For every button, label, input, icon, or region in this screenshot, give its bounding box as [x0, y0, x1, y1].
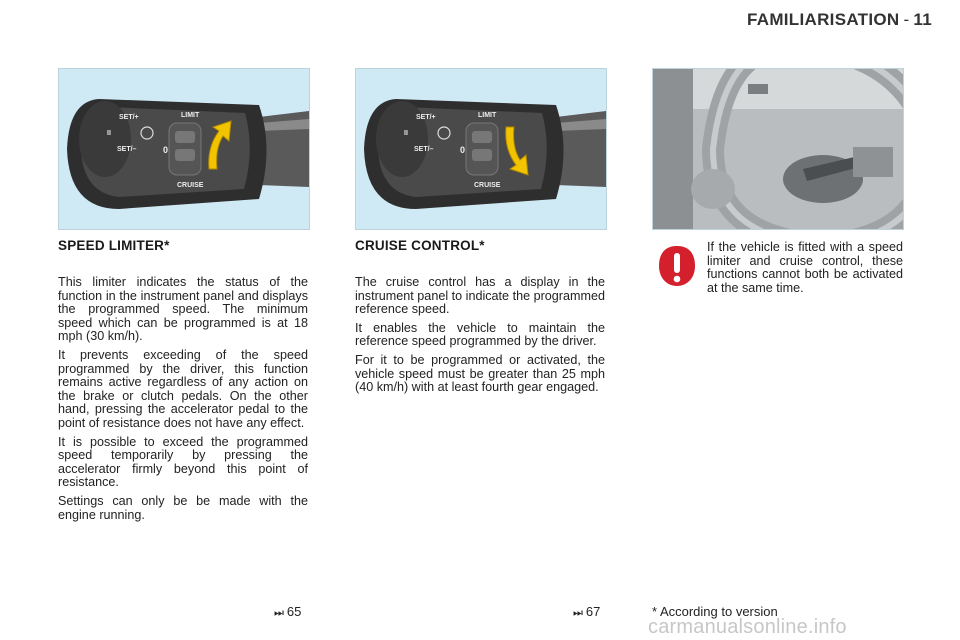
cruise-control-text: [355, 276, 605, 400]
cruise-control-stalk-photo: [355, 68, 607, 230]
section-title: FAMILIARISATION: [747, 10, 900, 29]
stalk-label-set-minus: SET/–: [414, 146, 434, 153]
stalk-illustration: [59, 69, 309, 229]
cruise-control-heading: CRUISE CONTROL*: [355, 238, 485, 253]
stalk-label-set-minus: SET/–: [117, 146, 137, 153]
stalk-label-roman: II: [404, 130, 408, 137]
page-reference-number: 67: [585, 604, 601, 619]
paragraph: It enables the vehicle to maintain the reference speed programmed by the driver.: [355, 320, 605, 349]
skip-forward-icon: ⏭: [573, 607, 583, 619]
footnote: * According to version: [652, 604, 778, 619]
header-separator: -: [903, 10, 910, 29]
exclamation-icon: [657, 244, 697, 288]
paragraph: Settings can only be be made with the engine running.: [58, 493, 308, 522]
warning-text: If the vehicle is fitted with a speed limiter and cruise control, these functions cannot both be activated at the same time.: [707, 240, 903, 295]
stalk-label-limit: LIMIT: [181, 112, 200, 119]
speed-limiter-heading: SPEED LIMITER*: [58, 238, 170, 253]
page-reference-number: 65: [286, 604, 302, 619]
page-number: 11: [913, 10, 932, 29]
paragraph: The cruise control has a display in the instrument panel to indicate the programmed reference speed.: [355, 275, 605, 317]
page-header: [747, 10, 932, 30]
page-reference-link[interactable]: [573, 604, 600, 620]
speed-limiter-stalk-photo: [58, 68, 310, 230]
skip-forward-icon: ⏭: [274, 607, 284, 619]
paragraph: It prevents exceeding of the speed programmed by the driver, this function remains active regardless of any action on the brake or clutch pedals. On the other hand, pressing the accelerator pedal to the point of resistance does not have any effect.: [58, 347, 308, 430]
steering-wheel-photo: [652, 68, 904, 230]
page-reference-link[interactable]: [274, 604, 301, 620]
watermark: carmanualsonline.info: [648, 616, 847, 638]
stalk-label-roman: II: [107, 130, 111, 137]
stalk-label-zero: 0: [460, 145, 466, 155]
speed-limiter-text: [58, 276, 308, 527]
paragraph: For it to be programmed or activated, the vehicle speed must be greater than 25 mph (40 km/h) with at least fourth gear engaged.: [355, 352, 605, 395]
stalk-label-limit: LIMIT: [478, 112, 497, 119]
stalk-label-set-plus: SET/+: [416, 114, 436, 121]
stalk-label-cruise: CRUISE: [474, 182, 501, 189]
stalk-label-set-plus: SET/+: [119, 114, 139, 121]
stalk-label-cruise: CRUISE: [177, 182, 204, 189]
stalk-label-zero: 0: [163, 145, 169, 155]
paragraph: This limiter indicates the status of the function in the instrument panel and displays the programmed speed. The minimum speed which can be programmed is at 18 mph (30 km/h).: [58, 275, 308, 344]
dashboard-illustration: [653, 69, 903, 229]
stalk-illustration: [356, 69, 606, 229]
paragraph: It is possible to exceed the programmed speed temporarily by pressing the accelerator firmly beyond this point of resistance.: [58, 434, 308, 490]
